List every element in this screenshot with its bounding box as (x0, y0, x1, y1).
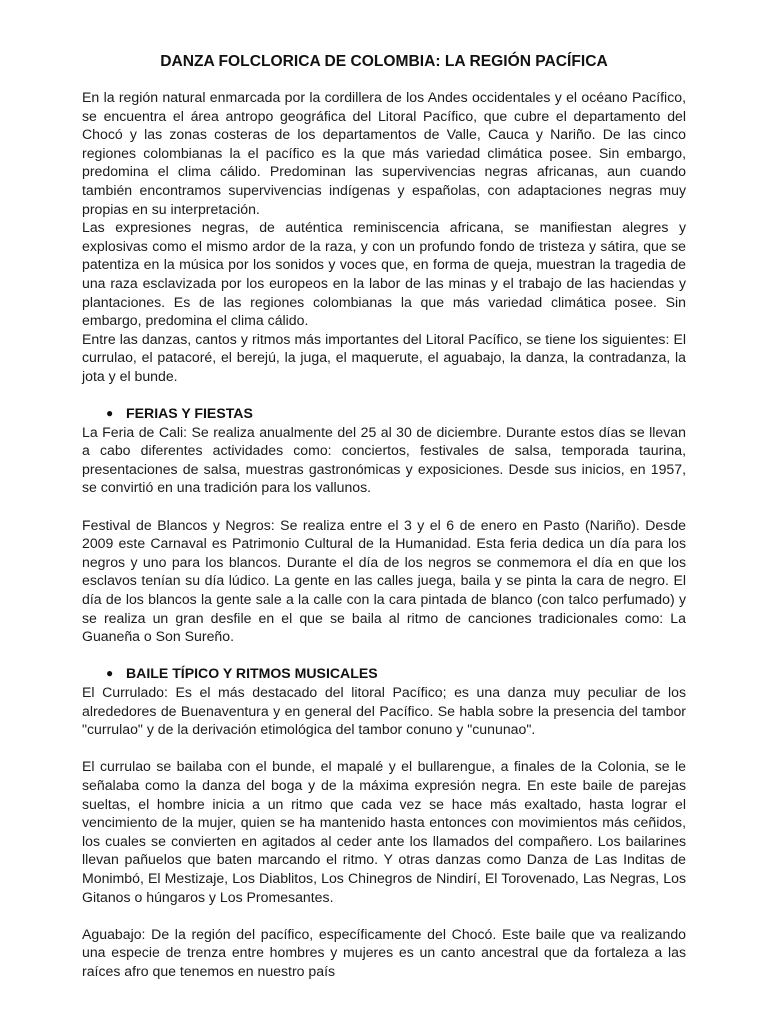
intro-paragraph-2: Las expresiones negras, de auténtica reminiscencia africana, se manifiestan alegres y explosivas como el mismo ardor de la raza, y con un profundo fondo de tristeza y sátira, que se patentiza en la música por los sonidos y voces que, en forma de queja, muestran la tragedia de una raza esclavizada por los europeos en la labor de las minas y el trabajo de las haciendas y plantaciones. Es de las regiones colombianas la que más variedad climática posee. Sin embargo, predomina el clima cálido. (82, 219, 686, 329)
intro-paragraph-3: Entre las danzas, cantos y ritmos más importantes del Litoral Pacífico, se tiene los siguientes: El currulao, el patacoré, el berejú, la juga, el maquerute, el aguabajo, la danza, la contradanza, la jota y el bunde. (82, 330, 686, 384)
currulado-paragraph: El Currulado: Es el más destacado del litoral Pacífico; es una danza muy peculiar de los alrededores de Buenaventura y en general del Pacífico. Se habla sobre la presencia del tambor "currulao" y de la derivación etimológica del tambor conuno y "cununao". (82, 684, 686, 738)
aguabajo-paragraph: Aguabajo: De la región del pacífico, específicamente del Chocó. Este baile que va realizando una especie de trenza entre hombres y mujeres es un canto ancestral que da fortaleza a las raíces afro que tenemos en nuestro país (82, 925, 686, 979)
intro-paragraph-1: En la región natural enmarcada por la cordillera de los Andes occidentales y el océano Pacífico, se encuentra el área antropo geográfica del Litoral Pacífico, que cubre el departamento del Chocó y las zonas costeras de los departamentos de Valle, Cauca y Nariño. De las cinco regiones colombianas la el pacífico es la que más variedad climática posee. Sin embargo, predomina el clima cálido. Predominan las supervivencias negras africanas, aun cuando también encontramos supervivencias indígenas y españolas, con adaptaciones negras muy propias en su interpretación. (82, 89, 686, 217)
spacer (82, 906, 686, 925)
spacer (82, 739, 686, 758)
section-heading-ferias-text: FERIAS Y FIESTAS (126, 405, 253, 422)
section-heading-baile-text: BAILE TÍPICO Y RITMOS MUSICALES (126, 665, 378, 682)
section-heading-baile (82, 664, 686, 683)
blancos-y-negros-paragraph: Festival de Blancos y Negros: Se realiza entre el 3 y el 6 de enero en Pasto (Nariño). Desde 2009 este Carnaval es Patrimonio Cultural de la Humanidad. Esta feria dedica un día para los negros y uno para los blancos. Durante el día de los negros se conmemora el día en que los esclavos tenían su día lúdico. La gente en las calles juega, baila y se pinta la cara de negro. El día de los blancos la gente sale a la calle con la cara pintada de blanco (con talco perfumado) y se realiza un gran desfile en el que se baila al ritmo de canciones tradicionales como: La Guaneña o Son Sureño. (82, 516, 686, 645)
bullet-icon: ● (106, 666, 114, 681)
document-page (82, 52, 686, 981)
spacer (82, 497, 686, 516)
spacer (82, 646, 686, 665)
section-heading-ferias (82, 404, 686, 423)
document-title: DANZA FOLCLORICA DE COLOMBIA: LA REGIÓN PACÍFICA (160, 53, 608, 70)
feria-de-cali-paragraph: La Feria de Cali: Se realiza anualmente del 25 al 30 de diciembre. Durante estos días se llevan a cabo diferentes actividades como: conciertos, festivales de salsa, temporada taurina, presentaciones de salsa, muestras gastronómicas y exposiciones. Desde sus inicios, en 1957, se convirtió en una tradición para los vallunos. (82, 423, 686, 496)
spacer (82, 386, 686, 405)
bullet-icon: ● (106, 406, 114, 421)
currulao-baile-paragraph: El currulao se bailaba con el bunde, el mapalé y el bullarengue, a finales de la Colonia, se le señalaba como la danza del boga y de la máxima expresión negra. En este baile de parejas sueltas, el hombre inicia a un ritmo que cada vez se hace más exaltado, hasta lograr el vencimiento de la mujer, quien se ha mantenido hasta entonces con movimientos más ceñidos, los cuales se convierten en agitados al ceder ante los llamados del compañero. Los bailarines llevan pañuelos que baten marcando el ritmo. Y otras danzas como Danza de Las Inditas de Monimbó, El Mestizaje, Los Diablitos, Los Chinegros de Nindirí, El Torovenado, Las Negras, Los Gitanos o húngaros y Los Promesantes. (82, 758, 686, 905)
